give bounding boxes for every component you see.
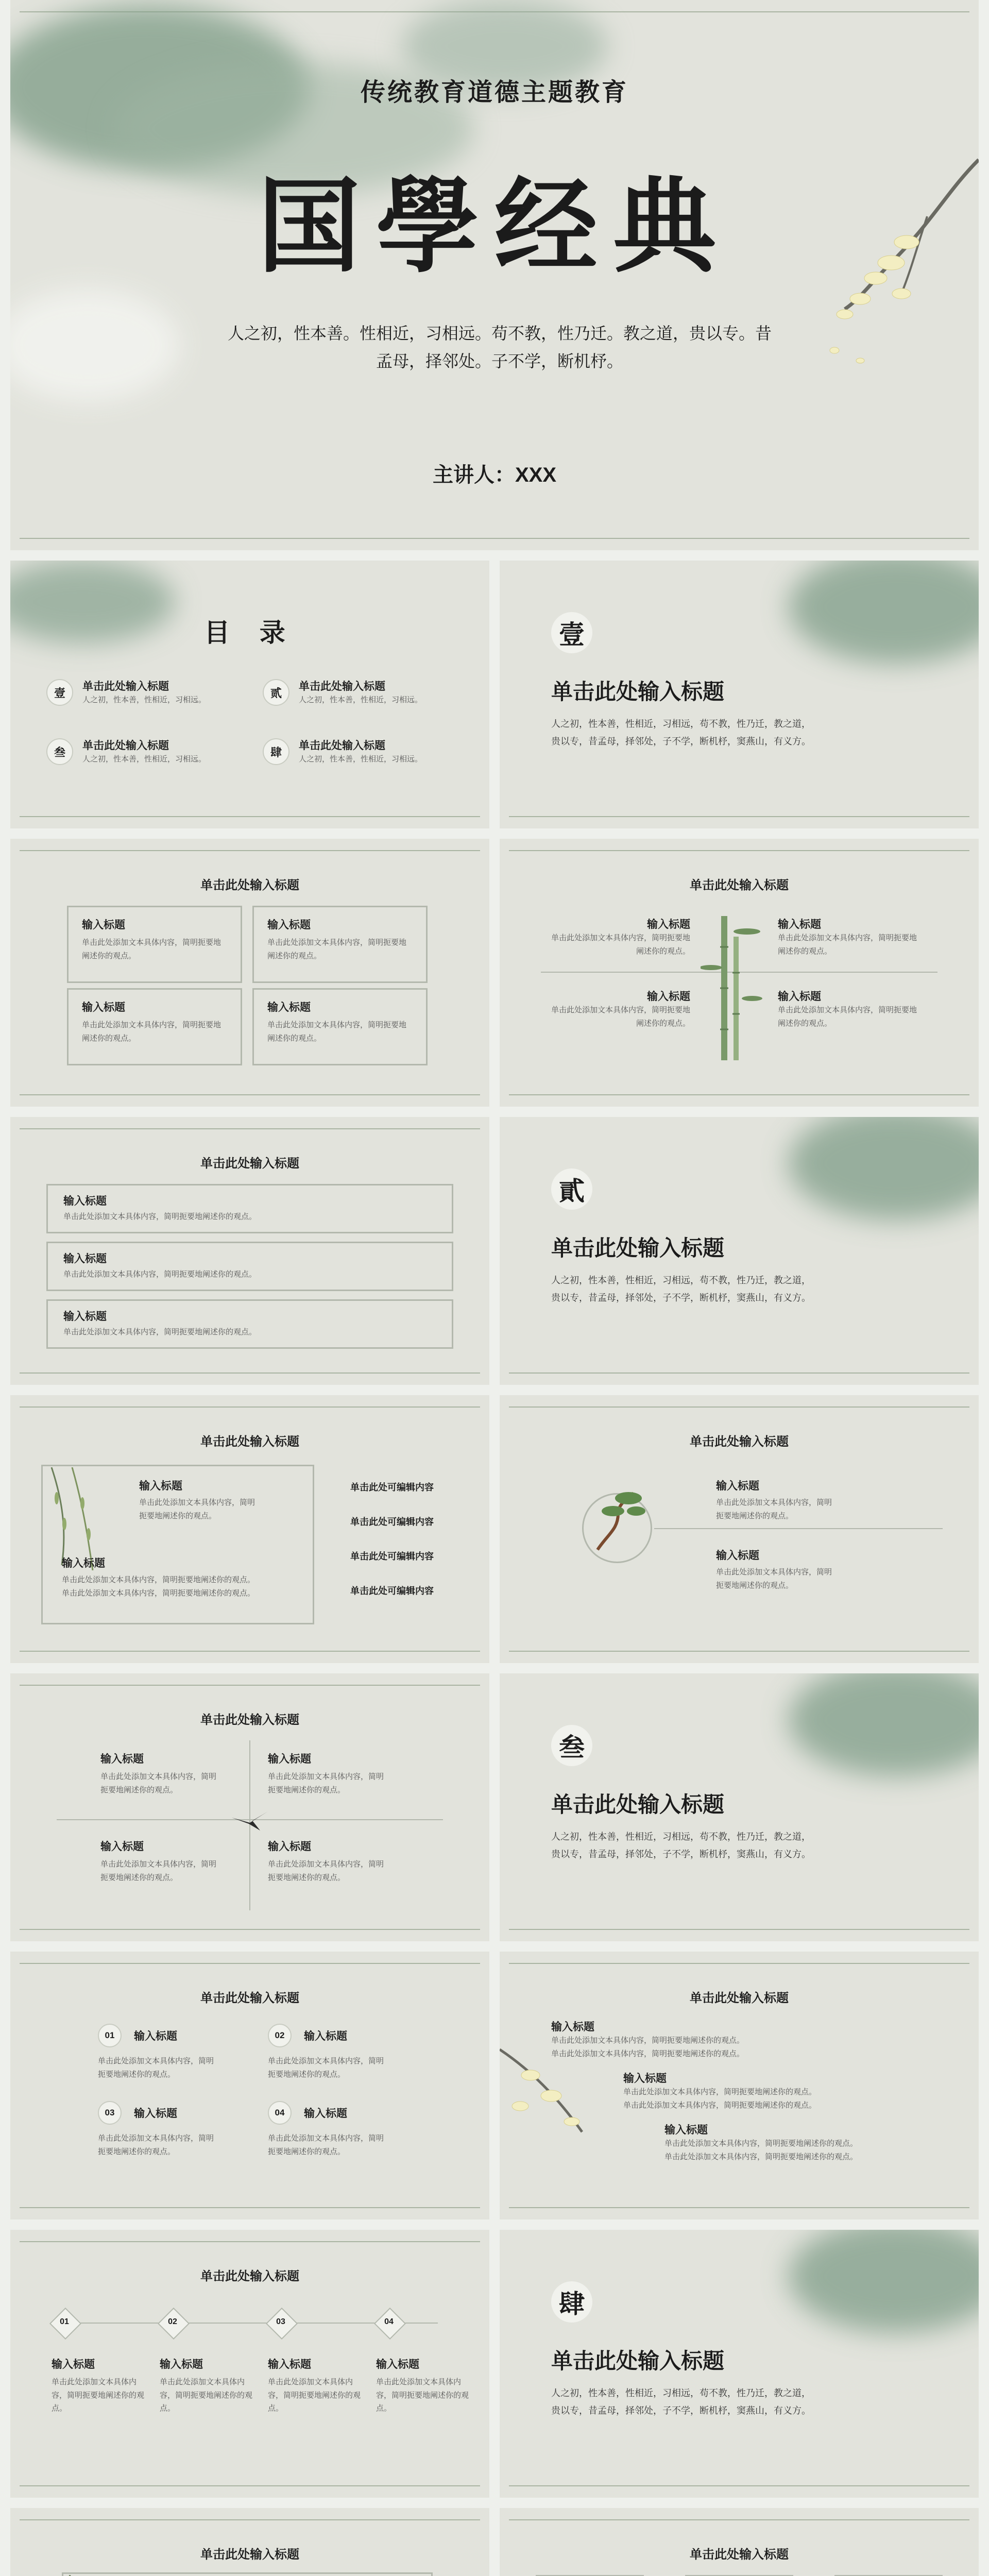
divider-line [654, 1528, 943, 1529]
swallow-bird-icon [229, 1807, 270, 1833]
timeline-number: 04 [384, 2317, 394, 2326]
text-block: 输入标题 单击此处添加文本具体内容，简明扼要地阐述你的观点。 [551, 919, 691, 956]
numbered-grid-slide: 单击此处输入标题 01 输入标题 单击此处添加文本具体内容，简明 扼要地阐述你的观点。 02 输入标题 单击此处添加文本具体内容，简明 扼要地阐述你的观点。 03 输入标题 单击此处添加文本具体内容，简明 扼要地阐述你的观点。 04 输入标题 单击此处添加文本具体内容，简明 扼要地阐述你的观点。 [10, 1952, 489, 2219]
lotus-slide [10, 2508, 489, 2576]
slide-title: 单击此处输入标题 [200, 1991, 299, 2005]
cloud-decoration [10, 289, 180, 402]
content-box: 输入标题 单击此处添加文本具体内容，简明扼要地阐述你的观点。 [46, 1299, 453, 1349]
cross-slide [10, 1673, 489, 1941]
content-box: 输入标题 单击此处添加文本具体内容，简明扼要地阐述你的观点。 [46, 1242, 453, 1291]
text-block: 输入标题 单击此处添加文本具体内容，简明扼要地阐述你的观点。 单击此处添加文本具体内容，简明扼要地阐述你的观点。 [551, 2021, 745, 2058]
toc-item[interactable]: 单击此处输入标题 人之初，性本善，性相近，习相远。 [299, 740, 423, 764]
slide-title: 单击此处输入标题 [200, 1157, 299, 1171]
timeline-number: 01 [60, 2317, 69, 2326]
text-block: 输入标题 单击此处添加文本具体内容，简明 扼要地阐述你的观点。 [716, 1550, 832, 1590]
text-block: 输入标题 单击此处添加文本具体内容，简明扼要地阐述你的观点。 [778, 991, 917, 1028]
cover-slide [10, 0, 979, 550]
toc-number: 壹 [46, 679, 73, 706]
item-number: 01 [98, 2024, 122, 2047]
ink-mountain-decoration [788, 1117, 979, 1220]
ink-mountain-decoration [788, 1673, 979, 1776]
slide-title: 单击此处输入标题 [690, 878, 789, 892]
content-box: 输入标题 单击此处添加文本具体内容，简明扼要地阐述你的观点。 [252, 988, 428, 1065]
editable-item[interactable]: 单击此处可编辑内容 [350, 1482, 434, 1493]
toc-slide [10, 561, 489, 828]
bottom-rule [20, 538, 969, 539]
text-block: 输入标题 单击此处添加文本具体内容，简明扼要地阐述你的观点。 [268, 2359, 361, 2413]
text-block: 输入标题 单击此处添加文本具体内容，简明扼要地阐述你的观点。 [52, 2359, 145, 2413]
text-block: 输入标题 单击此处添加文本具体内容，简明 扼要地阐述你的观点。 [100, 1753, 217, 1794]
item-number: 04 [268, 2101, 292, 2125]
slide-title: 单击此处输入标题 [200, 1713, 299, 1727]
section-number: 叁 [551, 1725, 592, 1766]
text-block: 输入标题 单击此处添加文本具体内容，简明扼要地阐述你的观点。 单击此处添加文本具体内容，简明扼要地阐述你的观点。 [623, 2073, 817, 2110]
text-block: 输入标题 单击此处添加文本具体内容，简明 扼要地阐述你的观点。 [268, 1753, 384, 1794]
timeline-number: 02 [168, 2317, 177, 2326]
toc-number: 贰 [263, 679, 289, 706]
slide-title: 单击此处输入标题 [690, 2548, 789, 2562]
grid-boxes-slide [10, 839, 489, 1107]
presenter-label: 主讲人：XXX [432, 464, 557, 486]
text-block: 输入标题 单击此处添加文本具体内容，简明 扼要地阐述你的观点。 [139, 1480, 255, 1520]
stacked-boxes-slide [10, 1117, 489, 1385]
slide-title: 单击此处输入标题 [690, 1435, 789, 1449]
editable-item[interactable]: 单击此处可编辑内容 [350, 1517, 434, 1527]
timeline-number: 03 [276, 2317, 285, 2326]
section-number: 壹 [551, 612, 592, 653]
text-block: 输入标题 单击此处添加文本具体内容，简明扼要地阐述你的观点。 单击此处添加文本具体内容，简明扼要地阐述你的观点。 [664, 2124, 858, 2161]
blossom-stagger-slide [500, 1952, 979, 2219]
slide-title: 单击此处输入标题 [200, 878, 299, 892]
toc-number: 肆 [263, 738, 289, 765]
slide-title: 单击此处输入标题 [200, 2269, 299, 2283]
cover-subtitle: 传统教育道德主题教育 [360, 79, 628, 106]
willow-list-slide [10, 1395, 489, 1663]
bonsai-slide [500, 1395, 979, 1663]
editable-item[interactable]: 单击此处可编辑内容 [350, 1551, 434, 1562]
text-block: 输入标题 单击此处添加文本具体内容，简明 扼要地阐述你的观点。 [100, 1841, 217, 1882]
section-slide-1: 壹 单击此处输入标题 人之初，性本善，性相近，习相远，苟不教，性乃迁，教之道， 贵以专，昔孟母，择邻处，子不学，断机杼，窦燕山，有义方。 [500, 561, 979, 828]
slide-title: 单击此处输入标题 [200, 1435, 299, 1449]
slide-title: 单击此处输入标题 [690, 1991, 789, 2005]
content-box: 输入标题 单击此处添加文本具体内容，简明扼要地阐述你的观点。 [46, 1184, 453, 1233]
content-box: 输入标题 单击此处添加文本具体内容，简明扼要地阐述你的观点。 [67, 988, 242, 1065]
text-block: 输入标题 单击此处添加文本具体内容，简明扼要地阐述你的观点。 单击此处添加文本具体内容，简明扼要地阐述你的观点。 [62, 1557, 255, 1598]
item-number: 02 [268, 2024, 292, 2047]
toc-item[interactable]: 单击此处输入标题 人之初，性本善，性相近，习相远。 [82, 681, 207, 704]
section-title: 单击此处输入标题 [551, 680, 725, 704]
item-number: 03 [98, 2101, 122, 2125]
section-title: 单击此处输入标题 [551, 1236, 725, 1260]
bonsai-tree-icon [587, 1488, 649, 1560]
text-block: 输入标题 单击此处添加文本具体内容，简明扼要地阐述你的观点。 [376, 2359, 469, 2413]
content-box: 输入标题 单击此处添加文本具体内容，简明扼要地阐述你的观点。 [67, 906, 242, 983]
toc-item[interactable]: 单击此处输入标题 人之初，性本善，性相近，习相远。 [299, 681, 423, 704]
section-number: 貳 [551, 1168, 592, 1210]
three-column-slide [500, 2508, 979, 2576]
slide-title: 单击此处输入标题 [200, 2548, 299, 2562]
text-block: 输入标题 单击此处添加文本具体内容，简明 扼要地阐述你的观点。 [268, 1841, 384, 1882]
editable-item[interactable]: 单击此处可编辑内容 [350, 1586, 434, 1596]
toc-title: 目 录 [204, 617, 296, 648]
text-block: 输入标题 单击此处添加文本具体内容，简明 扼要地阐述你的观点。 [716, 1480, 832, 1520]
section-slide-4: 肆 单击此处输入标题 人之初，性本善，性相近，习相远，苟不教，性乃迁，教之道， 贵以专，昔孟母，择邻处，子不学，断机杼，窦燕山，有义方。 [500, 2230, 979, 2498]
ink-mountain-decoration [788, 2230, 979, 2333]
text-block: 输入标题 单击此处添加文本具体内容，简明扼要地阐述你的观点。 [160, 2359, 253, 2413]
ink-mountain-decoration [788, 561, 979, 664]
toc-item[interactable]: 单击此处输入标题 人之初，性本善，性相近，习相远。 [82, 740, 207, 764]
timeline-slide [10, 2230, 489, 2498]
bamboo-icon [701, 916, 762, 1060]
section-number: 肆 [551, 2281, 592, 2323]
section-slide-3: 叁 单击此处输入标题 人之初，性本善，性相近，习相远，苟不教，性乃迁，教之道， 贵以专，昔孟母，择邻处，子不学，断机杼，窦燕山，有义方。 [500, 1673, 979, 1941]
text-block: 输入标题 单击此处添加文本具体内容，简明扼要地阐述你的观点。 [778, 919, 917, 956]
cover-title: 国學经典 [257, 166, 731, 287]
cover-intro: 人之初，性本善。性相近，习相远。苟不教，性乃迁。教之道，贵以专。昔孟母，择邻处。子不学，断机杼。 [227, 324, 772, 371]
text-block: 输入标题 单击此处添加文本具体内容，简明扼要地阐述你的观点。 [551, 991, 691, 1028]
section-slide-2: 貳 单击此处输入标题 人之初，性本善，性相近，习相远，苟不教，性乃迁，教之道， 贵以专，昔孟母，择邻处，子不学，断机杼，窦燕山，有义方。 [500, 1117, 979, 1385]
section-title: 单击此处输入标题 [551, 2349, 725, 2373]
section-title: 单击此处输入标题 [551, 1792, 725, 1817]
toc-number: 叁 [46, 738, 73, 765]
content-box: 输入标题 单击此处添加文本具体内容，简明扼要地阐述你的观点。 [252, 906, 428, 983]
bamboo-slide [500, 839, 979, 1107]
